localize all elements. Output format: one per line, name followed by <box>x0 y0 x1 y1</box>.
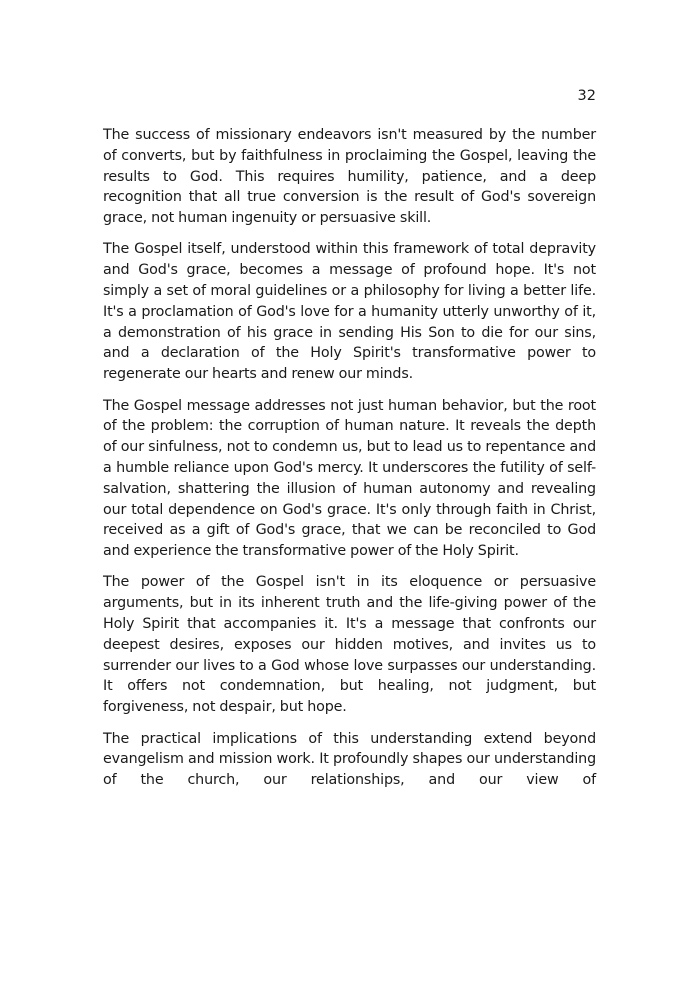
paragraph-4: The power of the Gospel isn't in its eloquence or persuasive arguments, but in its inherent truth and the life-giving power of the Holy Spirit that accompanies it. It's a message that confronts our deepest desires, exposes our hidden motives, and invites us to surrender our lives to a God whose love surpasses our understanding. It offers not condemnation, but healing, not judgment, but forgiveness, not despair, but hope. <box>103 574 596 716</box>
paragraph-2: The Gospel itself, understood within this framework of total depravity and God's grace, becomes a message of profound hope. It's not simply a set of moral guidelines or a philosophy for living a better life. It's a proclamation of God's love for a humanity utterly unworthy of it, a demonstration of his grace in sending His Son to die for our sins, and a declaration of the Holy Spirit's transformative power to regenerate our hearts and renew our minds. <box>103 241 596 383</box>
paragraph-5: The practical implications of this understanding extend beyond evangelism and mission work. It profoundly shapes our understanding of the church, our relationships, and our view of <box>103 730 596 789</box>
paragraph-3: The Gospel message addresses not just human behavior, but the root of the problem: the corruption of human nature. It reveals the depth of our sinfulness, not to condemn us, but to lead us to repentance and a humble reliance upon God's mercy. It underscores the futility of self-salvation, shattering the illusion of human autonomy and revealing our total dependence on God's grace. It's only through faith in Christ, received as a gift of God's grace, that we can be reconciled to God and experience the transformative power of the Holy Spirit. <box>103 397 596 560</box>
page-number: 32 <box>577 88 596 104</box>
paragraph-1: The success of missionary endeavors isn't measured by the number of converts, but by faithfulness in proclaiming the Gospel, leaving the results to God. This requires humility, patience, and a deep recognition that all true conversion is the result of God's sovereign grace, not human ingenuity or persuasive skill. <box>103 127 596 227</box>
page-body <box>103 125 596 801</box>
